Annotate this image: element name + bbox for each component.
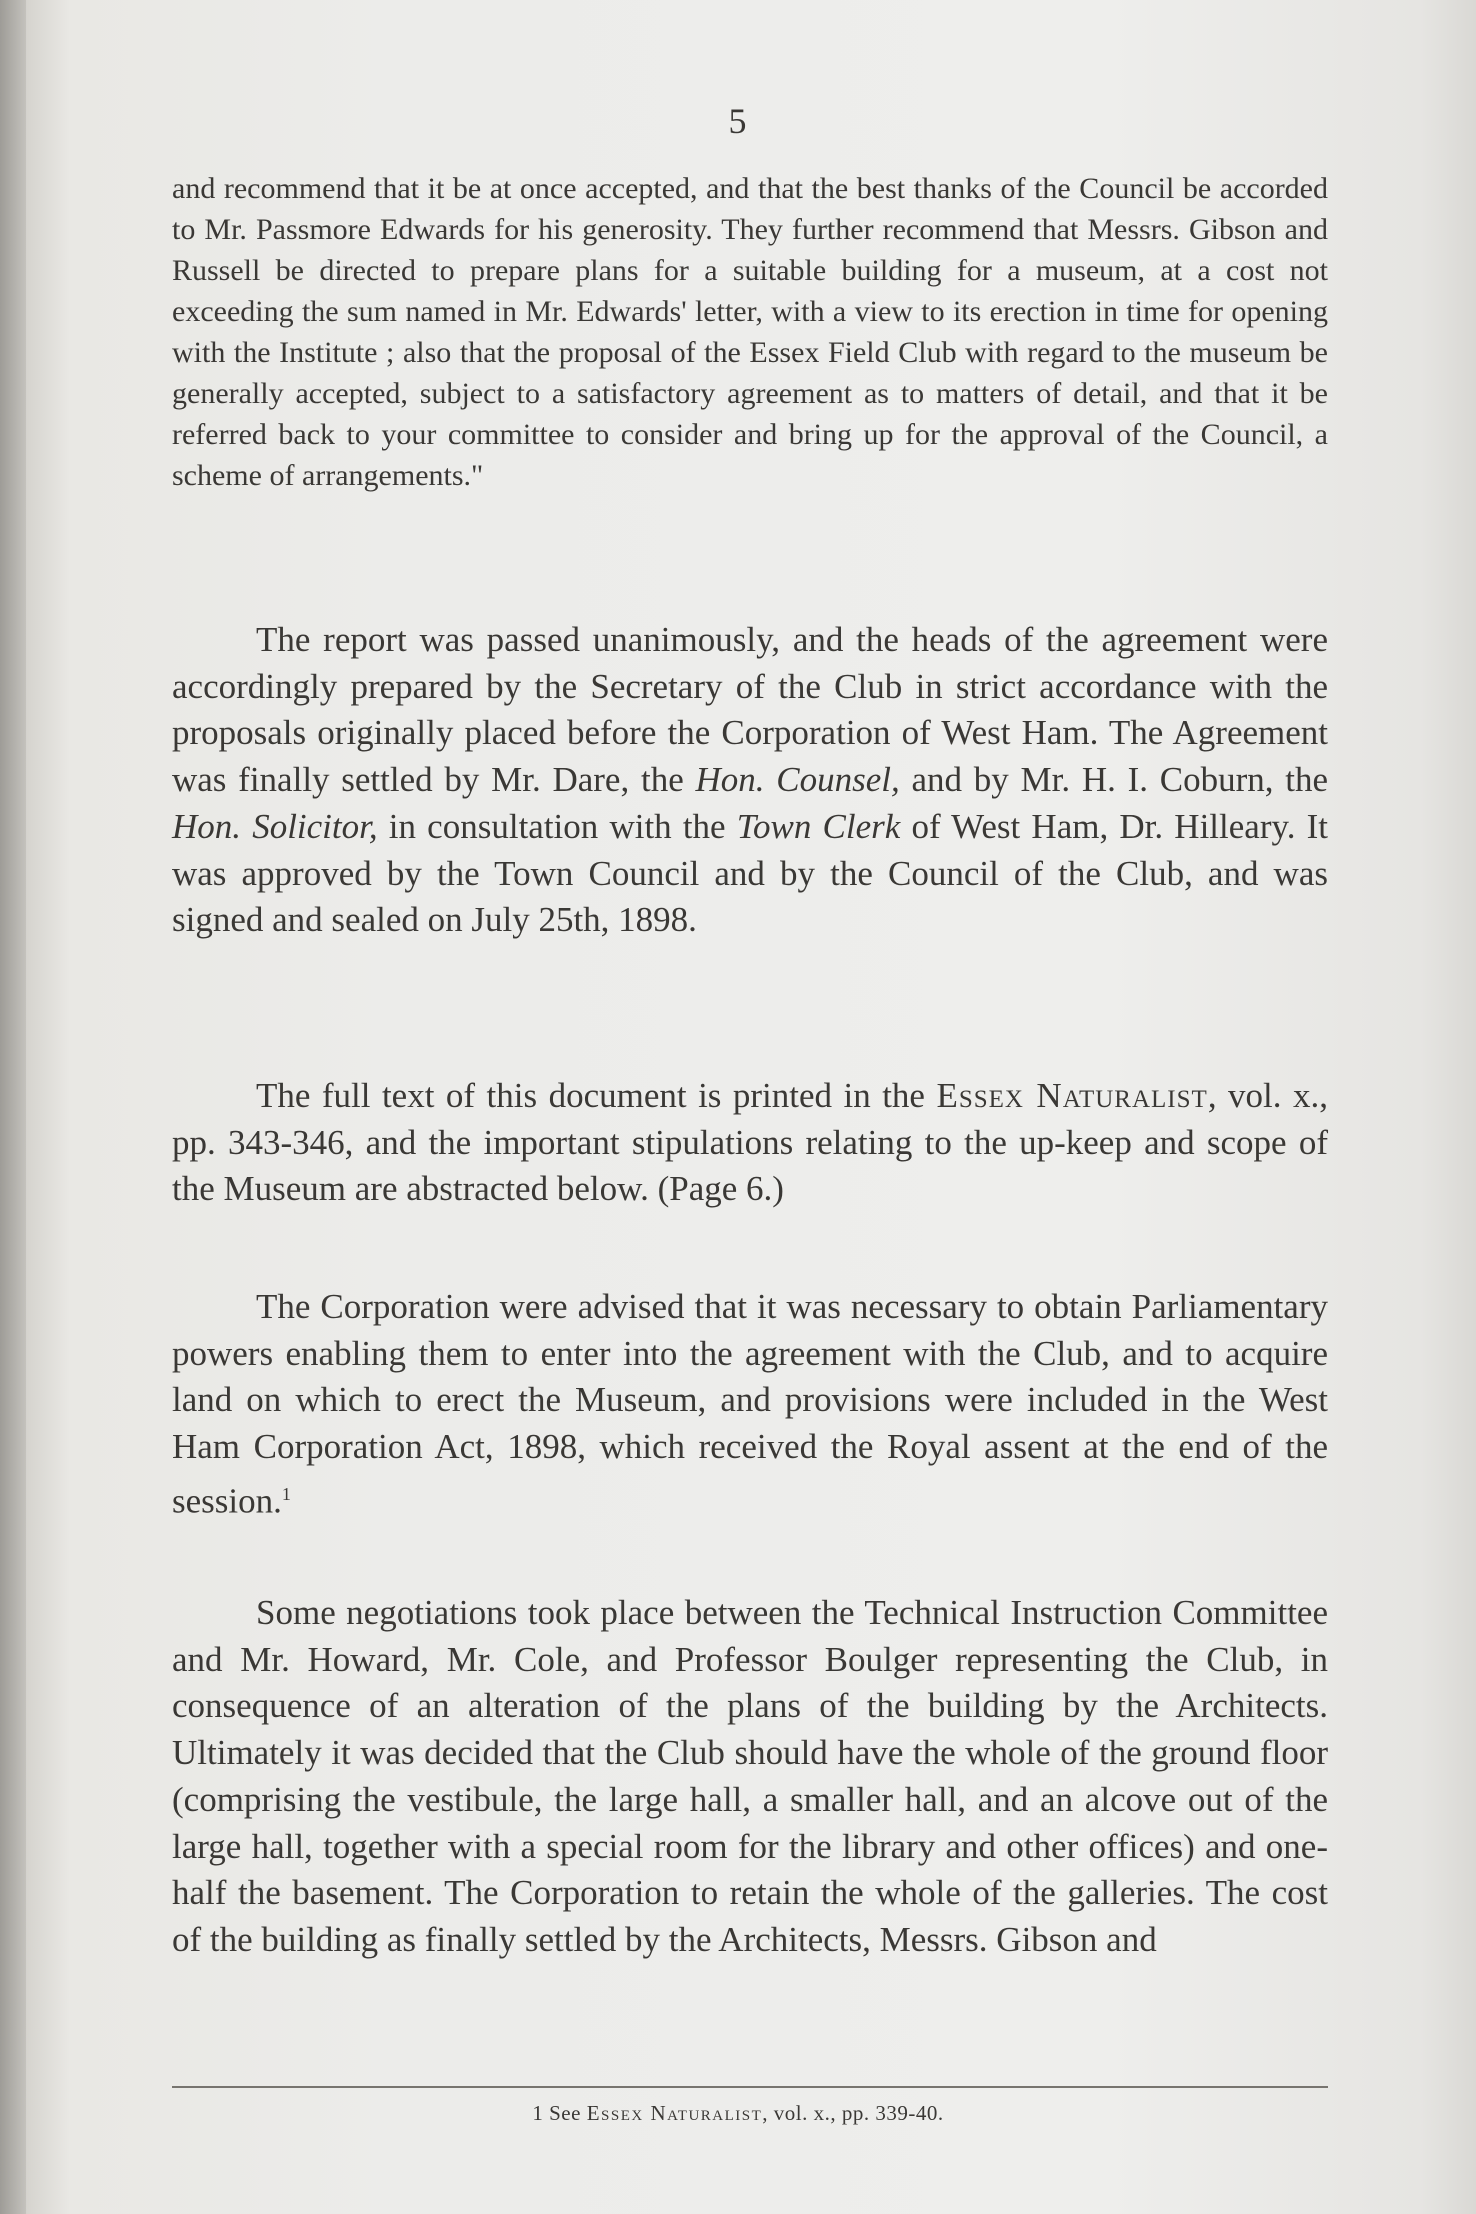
page-binding-shadow xyxy=(0,0,26,2214)
quoted-report-paragraph xyxy=(172,168,1328,496)
footnote xyxy=(0,2101,1476,2126)
paragraph-report-passed xyxy=(172,617,1328,944)
p3-text-1: The Corporation were advised that it was necessary to obtain Parliamentary powers enabling them to enter into the agreement with the Club, and to acquire land on which to erect the Museum, and provisions were included in the West Ham Corporation Act, 1898, which received the Royal assent at the end of the session. xyxy=(172,1287,1328,1521)
p1-italic-town-clerk: Town Clerk xyxy=(736,806,901,846)
p1-text-4: of West Ham, Dr. Hilleary. It was approved by the Town Council and by the Council of the Club, and was signed and sealed on July 25th, 1898. xyxy=(172,806,1329,940)
footnote-text-2: , vol. x., pp. 339-40. xyxy=(762,2101,944,2125)
intro-paragraph-text: and recommend that it be at once accepted, and that the best thanks of the Council be accorded to Mr. Passmore Edwards for his generosity. They further recommend that Messrs. Gibson and Russell be directed to prepare plans for a suitable building for a museum, at a cost not exceeding the sum named in Mr. Edwards' letter, with a view to its erection in time for opening with the Institute ; also that the proposal of the Essex Field Club with regard to the museum be generally accepted, subject to a satisfactory agreement as to matters of detail, and that it be referred back to your committee to consider and bring up for the approval of the Council, a scheme of arrangements." xyxy=(172,172,1328,492)
paragraph-corporation-advised xyxy=(172,1284,1328,1525)
p2-text-2: , vol. x., pp. 343-346, and the important stipulations relating to the up-keep and scope of the Museum are abstracted below. (Page 6.) xyxy=(172,1076,1328,1209)
paragraph-negotiations xyxy=(172,1590,1328,1964)
p1-italic-hon-counsel: Hon. Counsel, xyxy=(695,760,900,800)
p1-text-3: in consultation with the xyxy=(377,806,737,846)
paragraph-full-text xyxy=(172,1073,1328,1213)
footnote-mark: 1 xyxy=(532,2101,544,2125)
footnote-journal-name: Essex Naturalist xyxy=(586,2101,763,2125)
p2-text-1: The full text of this document is printed in the xyxy=(256,1076,937,1115)
p1-text-2: and by Mr. H. I. Coburn, the xyxy=(899,760,1328,800)
page-number: 5 xyxy=(728,101,748,141)
p1-text-1: The report was passed unanimously, and the heads of the agreement were accordingly prepared by the Secretary of the Club in strict accordance with the proposals originally placed before the Corporation of West Ham. The Agreement was finally settled by Mr. Dare, the xyxy=(172,620,1328,800)
footnote-reference-mark: 1 xyxy=(281,1483,291,1504)
p2-journal-name: Essex Naturalist xyxy=(936,1076,1208,1115)
footnote-text-1: See xyxy=(543,2101,587,2125)
p1-italic-hon-solicitor: Hon. Solicitor, xyxy=(172,806,378,846)
footnote-divider xyxy=(172,2086,1328,2088)
p4-text: Some negotiations took place between the Technical Instruction Committee and Mr. Howard, Mr. Cole, and Professor Boulger representing the Club, in consequence of an alteration of the plans of the building by the Architects. Ultimately it was decided that the Club should have the whole of the ground floor (comprising the vestibule, the large hall, a smaller hall, and an alcove out of the large hall, together with a special room for the library and other offices) and one-half the basement. The Corporation to retain the whole of the galleries. The cost of the building as finally settled by the Architects, Messrs. Gibson and xyxy=(172,1593,1328,1959)
